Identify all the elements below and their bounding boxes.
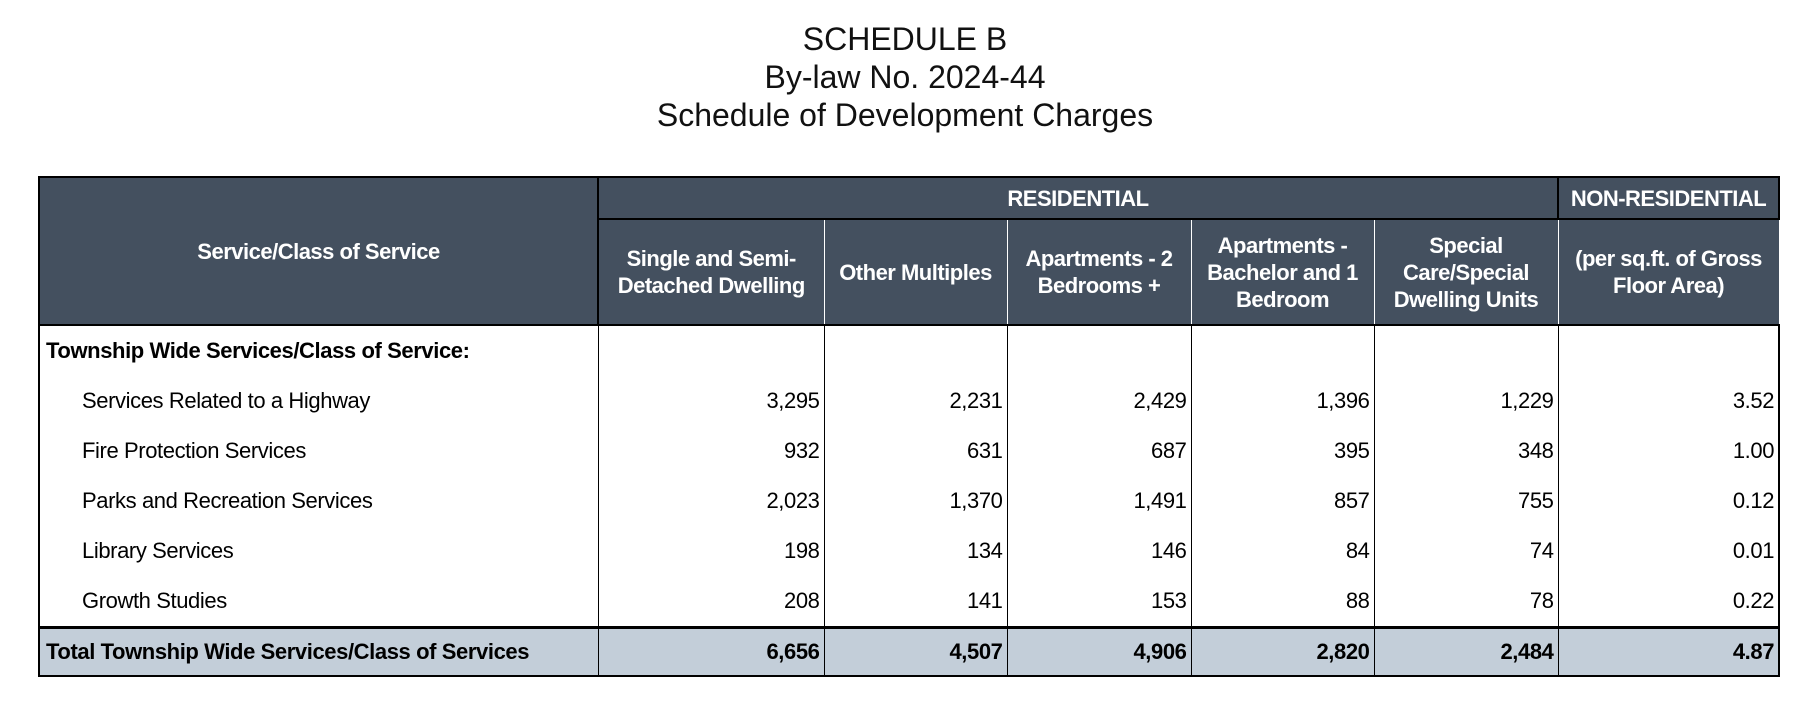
cell-value: 78 [1374, 576, 1558, 628]
header-per-sqft-gfa: (per sq.ft. of Gross Floor Area) [1558, 219, 1779, 325]
cell-value: 84 [1191, 526, 1374, 576]
cell-value: 631 [824, 426, 1007, 476]
row-label: Parks and Recreation Services [39, 476, 598, 526]
cell-value: 198 [598, 526, 824, 576]
cell-value: 2,231 [824, 376, 1007, 426]
header-service-class: Service/Class of Service [39, 177, 598, 325]
title-schedule: SCHEDULE B [802, 21, 1008, 57]
cell-value: 2,429 [1007, 376, 1191, 426]
total-value: 4,507 [824, 628, 1007, 677]
section-label: Township Wide Services/Class of Service: [39, 325, 598, 376]
cell-value: 1.00 [1558, 426, 1779, 476]
header-residential-group: RESIDENTIAL [598, 177, 1558, 219]
title-description: Schedule of Development Charges [656, 97, 1154, 133]
header-nonresidential-group: NON-RESIDENTIAL [1558, 177, 1779, 219]
row-label: Services Related to a Highway [39, 376, 598, 426]
header-special-care-units: Special Care/Special Dwelling Units [1374, 219, 1558, 325]
header-apartments-bachelor-1-bedroom: Apartments - Bachelor and 1 Bedroom [1191, 219, 1374, 325]
cell-value: 395 [1191, 426, 1374, 476]
cell-value: 857 [1191, 476, 1374, 526]
cell-value: 3.52 [1558, 376, 1779, 426]
cell-value: 687 [1007, 426, 1191, 476]
header-apartments-2-bedrooms: Apartments - 2 Bedrooms + [1007, 219, 1191, 325]
cell-value: 141 [824, 576, 1007, 628]
cell-value: 0.12 [1558, 476, 1779, 526]
row-label: Library Services [39, 526, 598, 576]
cell-value: 348 [1374, 426, 1558, 476]
cell-value: 3,295 [598, 376, 824, 426]
total-value: 2,820 [1191, 628, 1374, 677]
cell-value: 88 [1191, 576, 1374, 628]
cell-value: 1,370 [824, 476, 1007, 526]
cell-value: 755 [1374, 476, 1558, 526]
cell-value: 1,491 [1007, 476, 1191, 526]
total-value: 4,906 [1007, 628, 1191, 677]
total-value: 2,484 [1374, 628, 1558, 677]
table-row [39, 376, 1779, 426]
cell-value: 1,396 [1191, 376, 1374, 426]
cell-value: 0.01 [1558, 526, 1779, 576]
header-single-semi-detached: Single and Semi-Detached Dwelling [598, 219, 824, 325]
table-row [39, 526, 1779, 576]
total-row [39, 628, 1779, 677]
total-label: Total Township Wide Services/Class of Services [39, 628, 598, 677]
row-label: Growth Studies [39, 576, 598, 628]
cell-value: 0.22 [1558, 576, 1779, 628]
total-value: 6,656 [598, 628, 824, 677]
table-row [39, 426, 1779, 476]
cell-value: 153 [1007, 576, 1191, 628]
cell-value: 208 [598, 576, 824, 628]
cell-value: 134 [824, 526, 1007, 576]
table-row [39, 576, 1779, 628]
table-row [39, 476, 1779, 526]
section-row [39, 325, 1779, 376]
development-charges-table [38, 176, 1780, 677]
cell-value: 1,229 [1374, 376, 1558, 426]
document-title [0, 20, 1810, 134]
cell-value: 2,023 [598, 476, 824, 526]
title-bylaw: By-law No. 2024-44 [764, 59, 1046, 95]
cell-value: 74 [1374, 526, 1558, 576]
header-other-multiples: Other Multiples [824, 219, 1007, 325]
row-label: Fire Protection Services [39, 426, 598, 476]
cell-value: 146 [1007, 526, 1191, 576]
cell-value: 932 [598, 426, 824, 476]
total-value: 4.87 [1558, 628, 1779, 677]
